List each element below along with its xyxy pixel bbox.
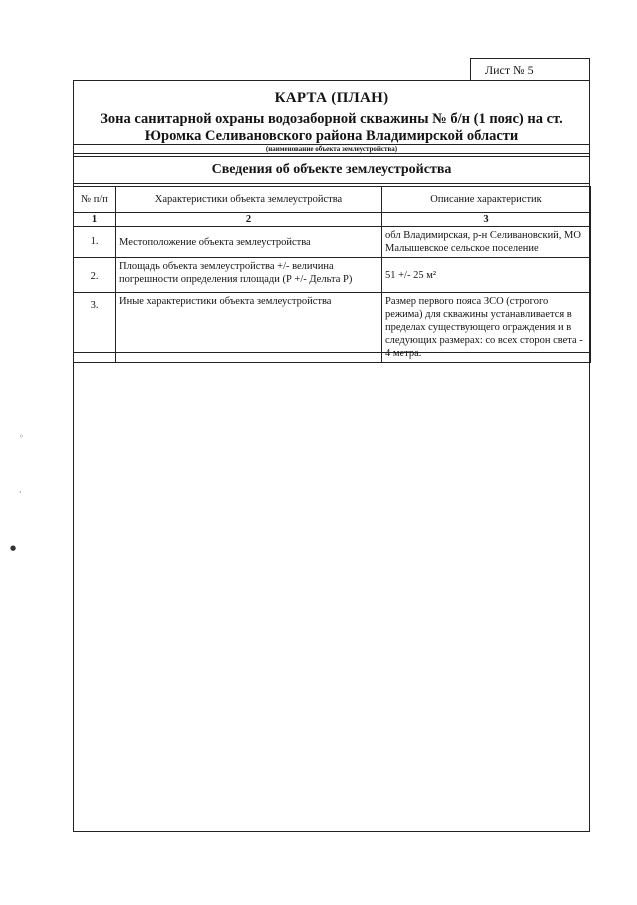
header-num: № п/п: [74, 187, 116, 213]
table-row: [74, 293, 591, 363]
column-index: 1: [74, 213, 116, 227]
margin-mark: ·: [19, 488, 22, 497]
row-number: 2.: [74, 258, 116, 293]
column-index: 2: [116, 213, 382, 227]
row-characteristic: Площадь объекта землеустройства +/- величина погрешности определения площади (Р +/- Дельта Р): [116, 258, 382, 293]
section-title: Сведения об объекте землеустройства: [211, 162, 452, 177]
table-header-row: [74, 187, 591, 213]
object-info-table: [73, 186, 591, 363]
row-description: 51 +/- 25 м²: [382, 258, 591, 293]
object-name-caption: (наименование объекта землеустройства): [265, 145, 398, 153]
margin-mark: ◦: [19, 432, 24, 441]
column-index: 3: [382, 213, 591, 227]
row-characteristic: Иные характеристики объекта землеустройства: [116, 293, 382, 363]
header-divider: [74, 153, 589, 157]
row-description: Размер первого пояса ЗСО (строгого режима) для скважины устанавливается в пределах существующего ограждения и в следующих размерах: со всех сторон света - 4 метра.: [382, 293, 591, 363]
document-title: КАРТА (ПЛАН): [274, 90, 389, 106]
sheet-number-label: Лист № 5: [470, 58, 590, 80]
column-index-row: [74, 213, 591, 227]
document-header: [74, 81, 589, 153]
table-row: [74, 227, 591, 258]
table-row: [74, 258, 591, 293]
caption-rule: [74, 144, 589, 145]
row-number: 1.: [74, 227, 116, 258]
header-description: Описание характеристик: [382, 187, 591, 213]
header-characteristic: Характеристики объекта землеустройства: [116, 187, 382, 213]
subtitle-line-1: Зона санитарной охраны водозаборной скважины № б/н (1 пояс) на ст.: [100, 111, 563, 127]
row-number: 3.: [74, 293, 116, 363]
document-subtitle: [84, 111, 579, 145]
row-description: обл Владимирская, р-н Селивановский, МО Малышевское сельское поселение: [382, 227, 591, 258]
row-characteristic: Местоположение объекта землеустройства: [116, 227, 382, 258]
subtitle-line-2: Юромка Селивановского района Владимирской области: [144, 128, 519, 144]
margin-mark: ●: [10, 544, 17, 552]
